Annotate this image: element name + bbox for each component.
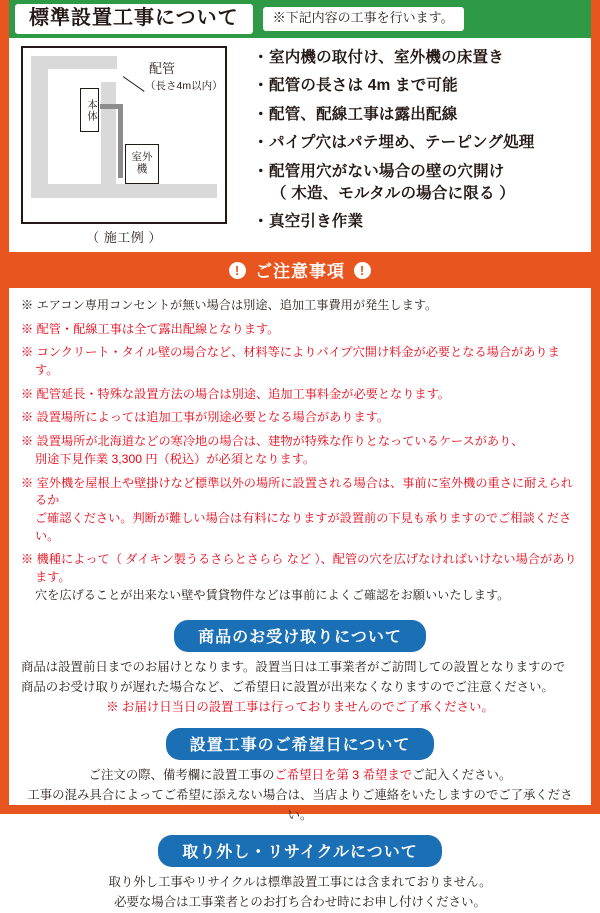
figure-pipe-sublabel: （長さ4m以内） <box>145 80 223 92</box>
bullet-item <box>253 105 591 124</box>
section-body-schedule <box>9 766 591 826</box>
section-line: ご注文の際、備考欄に設置工事のご希望日を第 3 希望までご記入ください。 <box>88 767 512 782</box>
standard-work-bullets <box>249 46 591 246</box>
figure-leader-line <box>123 76 145 92</box>
bullet-text: 真空引き作業 <box>269 213 364 231</box>
exclamation-icon: ! <box>354 262 371 279</box>
bullet-subtext: （ 木造、モルタルの場合に限る ） <box>271 184 515 202</box>
figure-wall-left <box>31 56 48 184</box>
caution-text: ※ 室外機を屋根上や壁掛けなど標準以外の場所に設置される場合は、事前に室外機の重さに耐えられるか <box>21 475 573 508</box>
bullet-text: 配管用穴がない場合の壁の穴開け <box>269 162 505 180</box>
bullet-item <box>253 133 591 152</box>
caution-text: ※ 配管・配線工事は全て露出配線となります。 <box>21 321 280 336</box>
caution-text: ※ コンクリート・タイル壁の場合など、材料等によりパイプ穴開け料金が必要となる場合があります。 <box>21 345 560 378</box>
caution-item <box>21 297 579 315</box>
section-body-receipt <box>9 658 591 718</box>
caution-item <box>21 551 579 604</box>
section-body-recycle <box>9 873 591 913</box>
caution-item <box>21 344 579 379</box>
section-line: 工事の混み具合によってご希望に添えない場合は、当店よりご連絡をいたしますのでご了承ください。 <box>27 787 573 822</box>
bullet-item <box>253 76 591 95</box>
caution-item <box>21 409 579 427</box>
caution-text-cont: ご確認ください。判断が難しい場合は有料になりますが設置前の下見も承りますのでご相談ください。 <box>35 510 572 543</box>
caution-text-cont: 穴を広げることが出来ない壁や賃貸物件などは事前によくご確認をお願いいたします。 <box>35 587 510 602</box>
caution-text: ※ エアコン専用コンセントが無い場合は別途、追加工事費用が発生します。 <box>21 298 438 312</box>
figure-floor <box>31 184 217 198</box>
page-header <box>9 0 591 38</box>
figure-outdoor-unit-box: 室外機 <box>125 144 159 184</box>
top-section <box>9 38 591 250</box>
section-banner-wrap <box>9 728 591 760</box>
caution-item <box>21 433 579 468</box>
section-line-note: ※ お届け日当日の設置工事は行っておりませんのでご了承ください。 <box>106 700 494 714</box>
section-line: 商品のお受け取りが遅れた場合など、ご希望日に設置が出来なくなりますのでご注意ください。 <box>21 680 554 695</box>
caution-text: ※ 設置場所が北海道などの寒冷地の場合は、建物が特殊な作りとなっているケースがあり、 <box>21 434 524 449</box>
bullet-text: パイプ穴はパテ埋め、テーピング処理 <box>269 134 535 152</box>
figure-pipe-line-h <box>100 104 122 109</box>
caution-item <box>21 475 579 546</box>
section-line: 取り外し工事やリサイクルは標準設置工事には含まれておりません。 <box>108 875 492 890</box>
caution-text: ※ 配管延長・特殊な設置方法の場合は別途、追加工事料金が必要となります。 <box>21 386 450 401</box>
figure-pipe-line <box>118 104 123 178</box>
section-banner-schedule: 設置工事のご希望日について <box>166 728 435 760</box>
section-banner-wrap <box>9 620 591 652</box>
caution-text: ※ 機種によって（ ダイキン製うるさらとさらら など ）、配管の穴を広げなければいけない場合があります。 <box>21 552 577 584</box>
bullet-item <box>253 212 591 231</box>
section-line: 商品は設置前日までのお届けとなります。設置当日は工事業者がご訪問しての設置となりますので <box>21 660 566 675</box>
figure-main-unit-box: 本体 <box>80 88 99 132</box>
bullet-text: 配管、配線工事は露出配線 <box>269 105 458 123</box>
figure-frame <box>21 46 227 224</box>
figure-pipe-label: 配管 <box>149 61 176 76</box>
bullet-item <box>253 162 591 204</box>
caution-item <box>21 386 579 404</box>
section-banner-receipt: 商品のお受け取りについて <box>174 620 426 652</box>
section-banner-wrap <box>9 835 591 867</box>
figure-caption: （ 施工例 ） <box>86 230 162 245</box>
section-line: 必要な場合は工事業者とのお打ち合わせ時にお申し付けください。 <box>114 895 486 910</box>
caution-banner-label: ご注意事項 <box>255 262 345 281</box>
page-title: 標準設置工事について <box>15 4 253 34</box>
bullet-list <box>253 48 591 232</box>
highlight-text: ご希望日を第 3 希望まで <box>274 767 413 782</box>
section-banner-recycle: 取り外し・リサイクルについて <box>158 835 441 867</box>
caution-text: ※ 設置場所によっては追加工事が別途必要となる場合があります。 <box>21 410 390 425</box>
bullet-text: 室内機の取付け、室外機の床置き <box>269 49 504 66</box>
installation-figure <box>21 46 249 246</box>
exclamation-icon: ! <box>229 262 246 279</box>
bullet-item <box>253 48 591 67</box>
caution-item <box>21 321 579 339</box>
figure-ceiling <box>31 56 117 69</box>
caution-text-cont: 別途下見作業 3,300 円（税込）が必須となります。 <box>35 451 316 466</box>
header-note: ※下記内容の工事を行います。 <box>263 7 464 30</box>
caution-banner <box>9 252 591 288</box>
bullet-text: 配管の長さは 4m まで可能 <box>269 77 458 95</box>
figure-wall-mid <box>101 82 116 184</box>
caution-list <box>9 288 591 614</box>
